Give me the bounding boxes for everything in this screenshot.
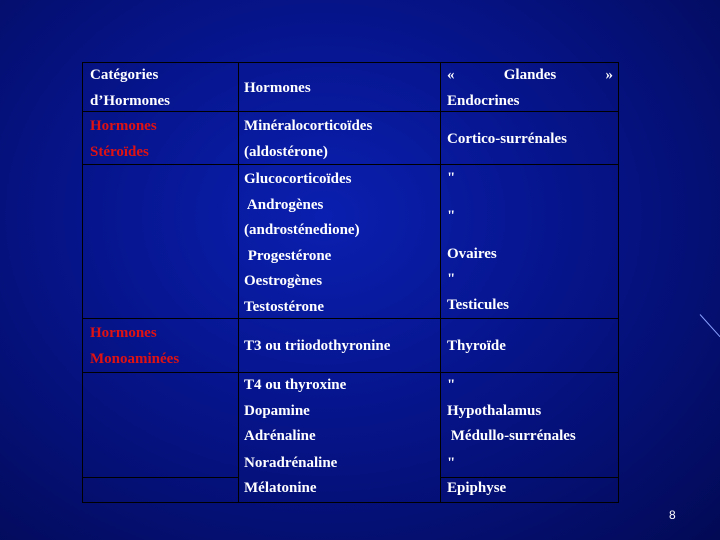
list-item: T4 ou thyroxine <box>244 377 347 393</box>
monoamine-hormones-list <box>244 373 346 502</box>
list-item: Dopamine <box>244 402 310 419</box>
list-item: Glucocorticoïdes <box>244 171 352 187</box>
list-item: " <box>447 377 456 393</box>
table-column-divider <box>238 62 239 503</box>
table-column-divider <box>440 62 441 503</box>
category-monoamines: Hormones Monoaminées <box>90 325 180 367</box>
list-item: Adrénaline <box>244 428 316 444</box>
list-item: Oestrogènes <box>244 273 323 289</box>
header-hormones: Hormones <box>244 80 311 96</box>
gland-ditto: " <box>447 271 456 287</box>
decorative-line <box>700 314 720 337</box>
list-item: (aldostérone) <box>244 143 328 160</box>
gland-ovaires: Ovaires <box>447 246 497 262</box>
list-item: " <box>447 454 456 471</box>
gland-thyroide: Thyroïde <box>447 338 506 354</box>
list-item: Médullo-surrénales <box>447 428 576 444</box>
list-item: Progestérone <box>244 247 332 264</box>
table-row-divider <box>82 477 239 478</box>
header-categories: Catégories d’Hormones <box>90 67 170 109</box>
list-item: (androsténedione) <box>244 222 360 238</box>
gland-ditto: " <box>447 170 456 186</box>
list-item: Hypothalamus <box>447 402 542 419</box>
gland-ditto: " <box>447 208 456 224</box>
list-item: Noradrénaline <box>244 454 338 471</box>
monoamine-t3: T3 ou triiodothyronine <box>244 338 391 354</box>
list-item: Epiphyse <box>447 480 507 496</box>
header-glandes: « Glandes » Endocrines <box>447 67 613 109</box>
gland-cortico-surrenales: Cortico-surrénales <box>447 131 567 147</box>
list-item: Minéralocorticoïdes <box>244 118 373 134</box>
category-steroids: Hormones Stéroïdes <box>90 118 157 160</box>
page-number: 8 <box>669 508 676 522</box>
steroid-hormones-list <box>244 114 372 320</box>
list-item: Androgènes <box>244 196 324 213</box>
gland-testicules: Testicules <box>447 297 509 313</box>
list-item: Mélatonine <box>244 480 317 496</box>
list-item: Testostérone <box>244 298 324 315</box>
monoamine-glands-list <box>447 373 576 502</box>
